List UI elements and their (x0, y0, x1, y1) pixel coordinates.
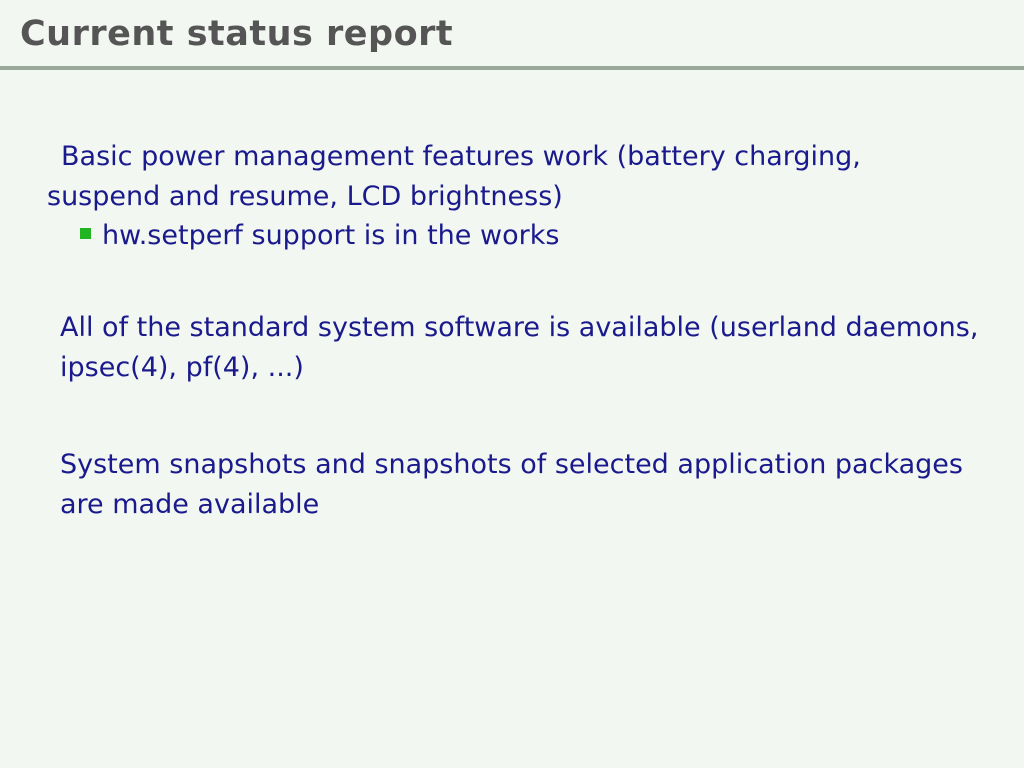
slide-header (0, 0, 1024, 72)
header-divider (0, 66, 1024, 70)
content-block-2 (60, 308, 980, 388)
content-block-1 (47, 137, 947, 251)
content-paragraph: System snapshots and snapshots of selected application packages are made available (60, 449, 963, 520)
square-bullet-icon (80, 228, 91, 239)
content-block-3 (60, 445, 980, 525)
content-paragraph: Basic power management features work (battery charging, suspend and resume, LCD brightness) (47, 141, 861, 212)
page-title: Current status report (20, 14, 454, 54)
content-paragraph: All of the standard system software is available (userland daemons, ipsec(4), pf(4), ...) (60, 312, 979, 383)
list-item-label: hw.setperf support is in the works (102, 220, 560, 251)
list-item (80, 219, 559, 253)
